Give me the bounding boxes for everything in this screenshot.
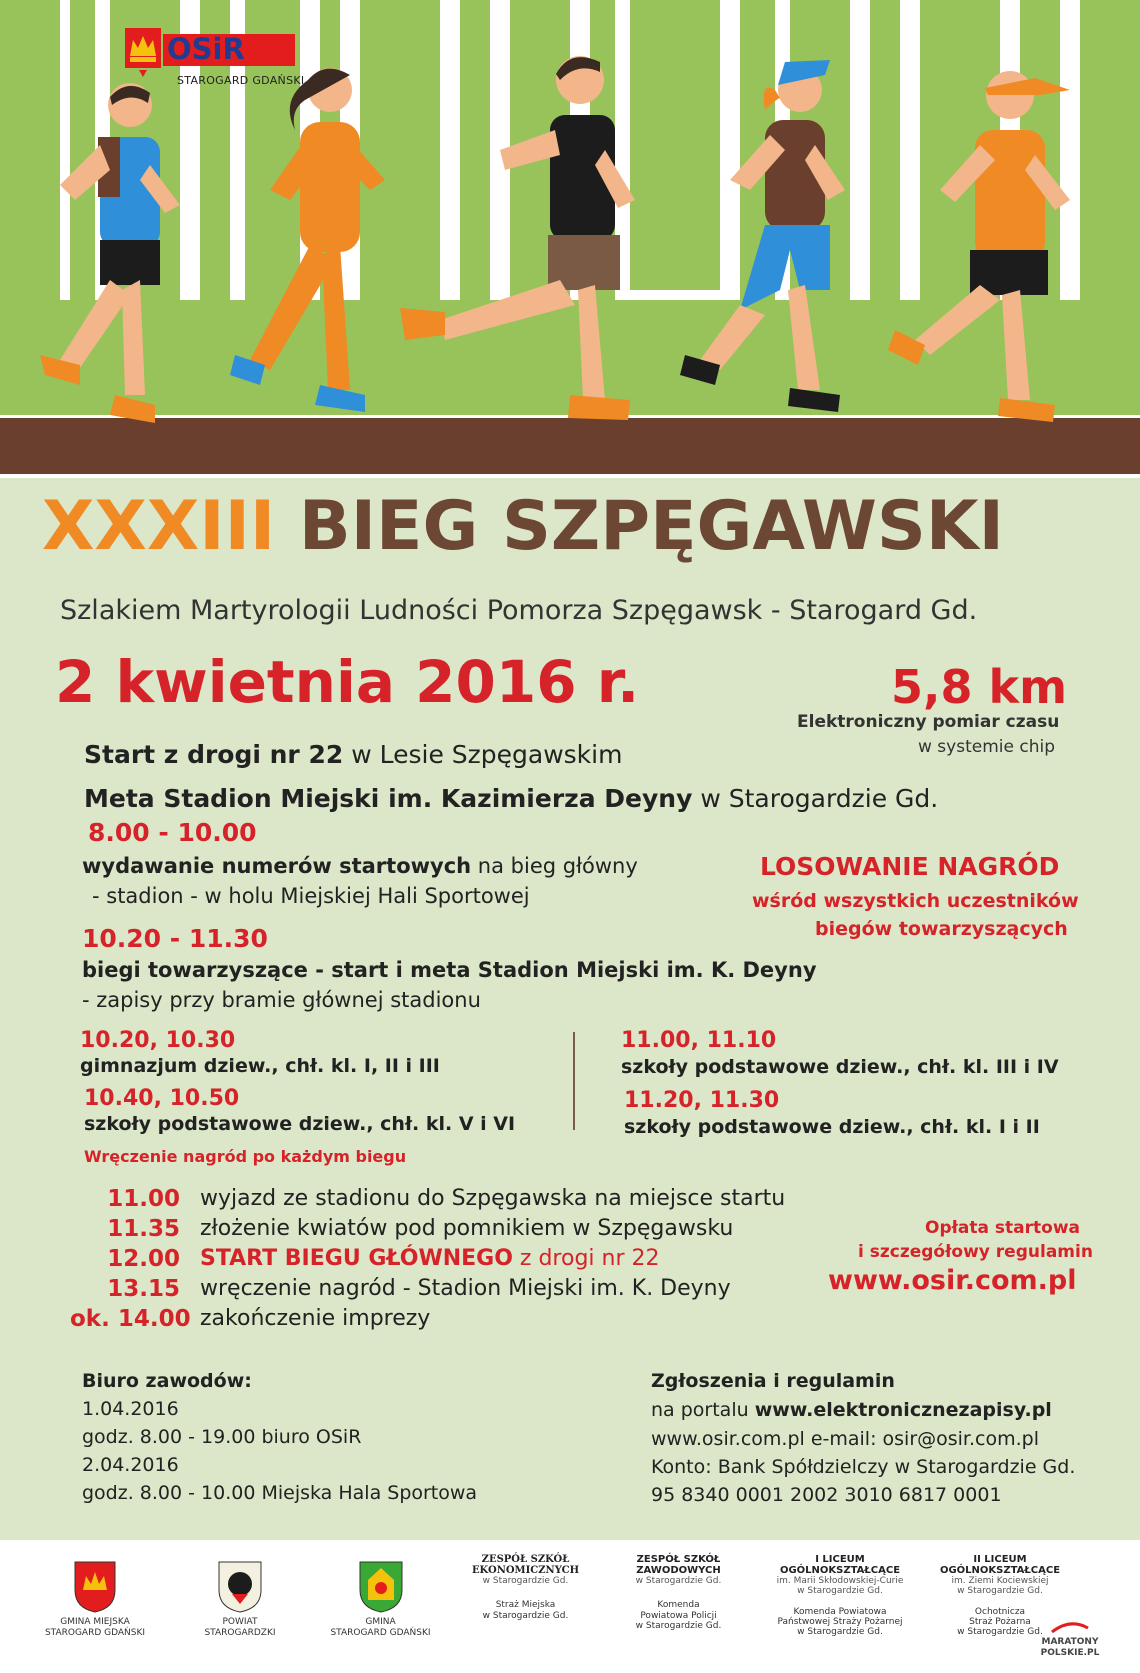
- portal-link[interactable]: www.elektronicznezapisy.pl: [754, 1399, 1052, 1421]
- sponsor-item: GMINA STAROGARD GDAŃSKI: [318, 1560, 443, 1638]
- lottery-line1: wśród wszystkich uczestników: [752, 890, 1079, 912]
- office-title: Biuro zawodów:: [82, 1370, 252, 1392]
- schedule-desc: złożenie kwiatów pod pomnikiem w Szpęgawsku: [200, 1216, 734, 1241]
- office-line: 2.04.2016: [82, 1454, 179, 1476]
- race-time: 10.20, 10.30: [80, 1028, 236, 1053]
- race-desc: gimnazjum dziew., chł. kl. I, II i III: [80, 1055, 440, 1077]
- race-desc: szkoły podstawowe dziew., chł. kl. III i IV: [621, 1056, 1059, 1078]
- registration-line2: - stadion - w holu Miejskiej Hali Sportowej: [92, 884, 530, 908]
- race-time: 11.20, 11.30: [624, 1088, 780, 1113]
- distance: 5,8 km: [891, 660, 1068, 714]
- signup-title: Zgłoszenia i regulamin: [651, 1370, 895, 1392]
- runner-man-orange-illustration: [870, 50, 1090, 450]
- event-date: 2 kwietnia 2016 r.: [55, 648, 640, 716]
- schedule-desc: START BIEGU GŁÓWNEGO z drogi nr 22: [200, 1246, 660, 1271]
- schedule-time: 13.15: [107, 1276, 180, 1302]
- finish-location: Meta Stadion Miejski im. Kazimierza Deyny w Starogardzie Gd.: [84, 784, 939, 813]
- lottery-line2: biegów towarzyszących: [815, 918, 1068, 940]
- office-line: 1.04.2016: [82, 1398, 179, 1420]
- schedule-time: 12.00: [107, 1246, 180, 1272]
- registration-time: 8.00 - 10.00: [88, 818, 257, 847]
- crown-icon: [125, 28, 161, 78]
- race-time: 11.00, 11.10: [621, 1028, 777, 1053]
- fee-line2: i szczegółowy regulamin: [858, 1242, 1093, 1262]
- runner-man-blue-illustration: [40, 75, 200, 475]
- event-title: [42, 487, 1112, 583]
- schedule-desc: wyjazd ze stadionu do Szpęgawska na miejsce startu: [200, 1186, 786, 1211]
- start-location: Start z drogi nr 22 w Lesie Szpęgawskim: [84, 740, 623, 769]
- office-line: godz. 8.00 - 19.00 biuro OSiR: [82, 1426, 362, 1448]
- race-desc: szkoły podstawowe dziew., chł. kl. I i II: [624, 1116, 1040, 1138]
- runner-logo-icon: [1050, 1620, 1090, 1634]
- logo-brand: OSiR: [167, 32, 245, 66]
- schedule-time: 11.35: [107, 1216, 180, 1242]
- side-races-time: 10.20 - 11.30: [82, 924, 268, 953]
- race-desc: szkoły podstawowe dziew., chł. kl. V i VI: [84, 1113, 516, 1135]
- runner-woman-orange-illustration: [210, 60, 410, 440]
- sponsor-item: MARATONY POLSKIE.PL: [1030, 1620, 1110, 1658]
- sponsor-item: ZESPÓŁ SZKÓŁ EKONOMICZNYCH w Starogardzie Gd. Straż Miejska w Starogardzie Gd.: [471, 1554, 580, 1621]
- coat-of-arms-icon: [73, 1560, 117, 1614]
- timing-label: Elektroniczny pomiar czasu: [797, 712, 1060, 732]
- sponsor-item: I LICEUM OGÓLNOKSZTAŁCĄCE im. Marii Skłodowskiej-Curie w Starogardzie Gd. Komenda Powiatowa Państwowej Straży Pożarnej w Starogardzie Gd.: [776, 1554, 904, 1638]
- sponsor-item: GMINA MIEJSKA STAROGARD GDAŃSKI: [30, 1560, 160, 1638]
- signup-contact[interactable]: www.osir.com.pl e-mail: osir@osir.com.pl: [651, 1428, 1039, 1450]
- event-subtitle: Szlakiem Martyrologii Ludności Pomorza Szpęgawsk - Starogard Gd.: [60, 595, 978, 626]
- registration-line1: wydawanie numerów startowych na bieg główny: [82, 854, 638, 878]
- sponsors-bar: [0, 1540, 1140, 1673]
- lottery-title: LOSOWANIE NAGRÓD: [760, 852, 1060, 881]
- griffin-crest-icon: [217, 1560, 263, 1614]
- sponsor-item: POWIAT STAROGARDZKI: [185, 1560, 295, 1638]
- edition-number: XXXIII: [42, 487, 276, 566]
- race-time: 10.40, 10.50: [84, 1086, 240, 1111]
- schedule-desc: zakończenie imprezy: [200, 1306, 431, 1331]
- green-crest-icon: [358, 1560, 404, 1614]
- fee-line1: Opłata startowa: [925, 1218, 1081, 1238]
- timing-system: w systemie chip: [918, 737, 1055, 757]
- runner-woman-blue-illustration: [680, 50, 880, 450]
- awards-note: Wręczenie nagród po każdym biegu: [84, 1147, 407, 1166]
- hero-illustration: [0, 0, 1140, 478]
- signup-portal: na portalu www.elektronicznezapisy.pl: [651, 1399, 1052, 1421]
- schedule-time: 11.00: [107, 1186, 180, 1212]
- runner-man-black-illustration: [400, 40, 660, 450]
- side-races-line2: - zapisy przy bramie głównej stadionu: [82, 988, 481, 1012]
- signup-account: 95 8340 0001 2002 3010 6817 0001: [651, 1484, 1002, 1506]
- sponsor-item: ZESPÓŁ SZKÓŁ ZAWODOWYCH w Starogardzie Gd. Komenda Powiatowa Policji w Starogardzie Gd.: [635, 1554, 722, 1632]
- schedule-desc: wręczenie nagród - Stadion Miejski im. K. Deyny: [200, 1276, 731, 1301]
- schedule-time: ok. 14.00: [70, 1306, 191, 1332]
- column-divider: [573, 1032, 575, 1130]
- office-line: godz. 8.00 - 10.00 Miejska Hala Sportowa: [82, 1482, 478, 1504]
- signup-bank: Konto: Bank Spółdzielczy w Starogardzie Gd.: [651, 1456, 1076, 1478]
- sponsor-item: II LICEUM OGÓLNOKSZTAŁCĄCE im. Ziemi Kociewskiej w Starogardzie Gd. Ochotnicza Straż Pożarna w Starogardzie Gd.: [939, 1554, 1061, 1638]
- event-name: BIEG SZPĘGAWSKI: [298, 487, 1004, 566]
- side-races-line1: biegi towarzyszące - start i meta Stadion Miejski im. K. Deyny: [82, 958, 817, 982]
- fee-url-link[interactable]: www.osir.com.pl: [828, 1265, 1077, 1296]
- logo-subtitle: STAROGARD GDAŃSKI: [177, 74, 305, 87]
